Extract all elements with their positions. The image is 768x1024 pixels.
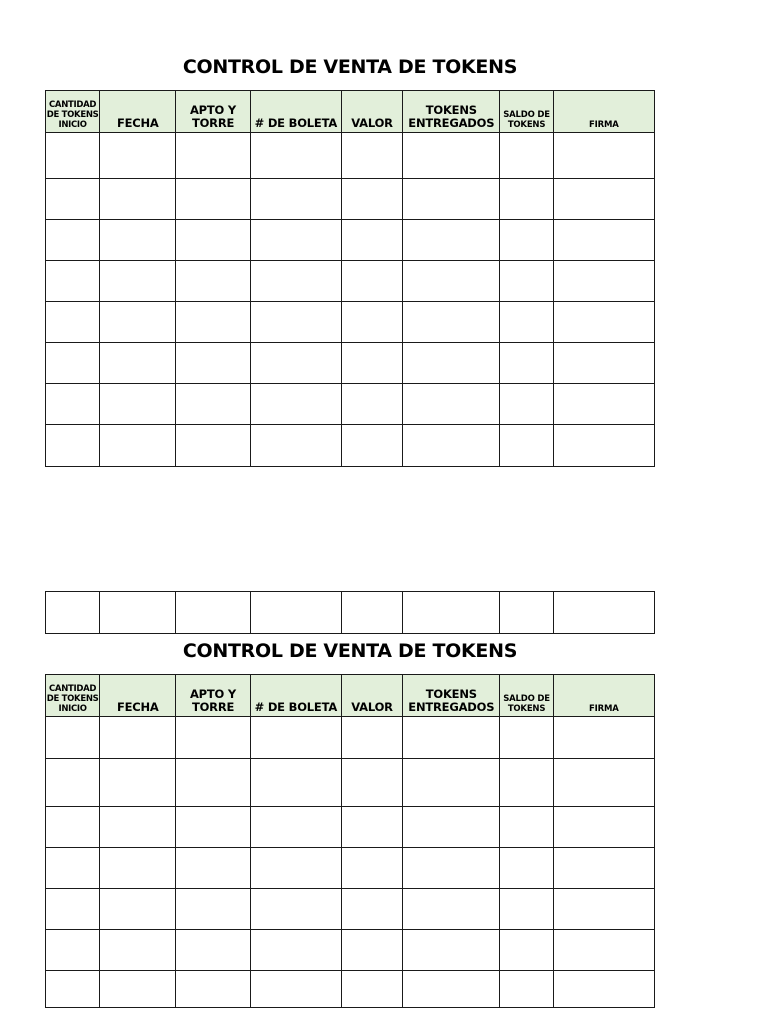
table-row: [46, 425, 655, 467]
header-apto-torre: APTO Y TORRE: [176, 675, 250, 717]
cell-cantidad-tokens-inicio[interactable]: [46, 930, 100, 971]
cell-numero-boleta[interactable]: [250, 889, 341, 930]
cell-valor[interactable]: [341, 848, 402, 889]
cell-fecha[interactable]: [100, 343, 176, 384]
cell-numero-boleta[interactable]: [250, 848, 341, 889]
header-row: [46, 91, 655, 133]
cell-numero-boleta[interactable]: [250, 302, 341, 343]
cell-numero-boleta[interactable]: [250, 930, 341, 971]
cell-saldo-tokens[interactable]: [500, 592, 553, 634]
cell-cantidad-tokens-inicio[interactable]: [46, 220, 100, 261]
cell-tokens-entregados[interactable]: [403, 425, 500, 467]
cell-firma[interactable]: [553, 807, 654, 848]
cell-firma[interactable]: [553, 717, 654, 759]
header-apto-torre: APTO Y TORRE: [176, 91, 250, 133]
cell-apto-torre[interactable]: [176, 261, 250, 302]
cell-numero-boleta[interactable]: [250, 717, 341, 759]
header-valor: VALOR: [341, 675, 402, 717]
table-row: [46, 759, 655, 807]
cell-firma[interactable]: [553, 930, 654, 971]
cell-numero-boleta[interactable]: [250, 384, 341, 425]
cell-cantidad-tokens-inicio[interactable]: [46, 889, 100, 930]
cell-saldo-tokens[interactable]: [500, 179, 553, 220]
cell-firma[interactable]: [553, 133, 654, 179]
cell-apto-torre[interactable]: [176, 717, 250, 759]
cell-numero-boleta[interactable]: [250, 133, 341, 179]
cell-fecha[interactable]: [100, 220, 176, 261]
cell-cantidad-tokens-inicio[interactable]: [46, 261, 100, 302]
cell-apto-torre[interactable]: [176, 133, 250, 179]
cell-numero-boleta[interactable]: [250, 261, 341, 302]
cell-valor[interactable]: [341, 930, 402, 971]
cell-valor[interactable]: [341, 343, 402, 384]
table-body: [46, 717, 655, 1008]
header-saldo-tokens: SALDO DE TOKENS: [500, 675, 553, 717]
table-row: [46, 971, 655, 1008]
header-cantidad-tokens-inicio: CANTIDAD DE TOKENS INICIO: [46, 91, 100, 133]
table-row: [46, 302, 655, 343]
cell-fecha[interactable]: [100, 261, 176, 302]
cell-firma[interactable]: [553, 848, 654, 889]
cell-apto-torre[interactable]: [176, 425, 250, 467]
cell-cantidad-tokens-inicio[interactable]: [46, 807, 100, 848]
table-row: [46, 592, 655, 634]
cell-firma[interactable]: [553, 343, 654, 384]
cell-tokens-entregados[interactable]: [403, 384, 500, 425]
cell-numero-boleta[interactable]: [250, 425, 341, 467]
table-row: [46, 343, 655, 384]
token-sales-table: [45, 90, 655, 467]
form-title: CONTROL DE VENTA DE TOKENS: [182, 56, 518, 78]
table-row: [46, 848, 655, 889]
cell-fecha[interactable]: [100, 717, 176, 759]
cell-tokens-entregados[interactable]: [403, 302, 500, 343]
cell-firma[interactable]: [553, 384, 654, 425]
cell-numero-boleta[interactable]: [250, 807, 341, 848]
cell-fecha[interactable]: [100, 384, 176, 425]
cell-fecha[interactable]: [100, 302, 176, 343]
cell-saldo-tokens[interactable]: [500, 971, 553, 1008]
table-row: [46, 930, 655, 971]
cell-cantidad-tokens-inicio[interactable]: [46, 133, 100, 179]
header-numero-boleta: # DE BOLETA: [250, 675, 341, 717]
cell-firma[interactable]: [553, 425, 654, 467]
header-firma: FIRMA: [553, 91, 654, 133]
header-tokens-entregados: TOKENS ENTREGADOS: [403, 91, 500, 133]
cell-firma[interactable]: [553, 179, 654, 220]
cell-cantidad-tokens-inicio[interactable]: [46, 759, 100, 807]
header-fecha: FECHA: [100, 675, 176, 717]
cell-cantidad-tokens-inicio[interactable]: [46, 848, 100, 889]
cell-fecha[interactable]: [100, 179, 176, 220]
cell-tokens-entregados[interactable]: [403, 343, 500, 384]
cell-valor[interactable]: [341, 133, 402, 179]
cell-cantidad-tokens-inicio[interactable]: [46, 302, 100, 343]
header-firma: FIRMA: [553, 675, 654, 717]
cell-valor[interactable]: [341, 759, 402, 807]
cell-fecha[interactable]: [100, 807, 176, 848]
cell-numero-boleta[interactable]: [250, 179, 341, 220]
cell-numero-boleta[interactable]: [250, 592, 341, 634]
cell-valor[interactable]: [341, 592, 402, 634]
cell-firma[interactable]: [553, 302, 654, 343]
cell-apto-torre[interactable]: [176, 384, 250, 425]
cell-cantidad-tokens-inicio[interactable]: [46, 343, 100, 384]
cell-valor[interactable]: [341, 717, 402, 759]
form-title: CONTROL DE VENTA DE TOKENS: [182, 640, 518, 662]
cell-valor[interactable]: [341, 971, 402, 1008]
table-body: [46, 592, 655, 634]
header-cantidad-tokens-inicio: CANTIDAD DE TOKENS INICIO: [46, 675, 100, 717]
cell-firma[interactable]: [553, 220, 654, 261]
cell-cantidad-tokens-inicio[interactable]: [46, 971, 100, 1008]
cell-cantidad-tokens-inicio[interactable]: [46, 717, 100, 759]
table-body: [46, 133, 655, 467]
cell-saldo-tokens[interactable]: [500, 848, 553, 889]
cell-firma[interactable]: [553, 889, 654, 930]
cell-apto-torre[interactable]: [176, 302, 250, 343]
cell-fecha[interactable]: [100, 133, 176, 179]
cell-apto-torre[interactable]: [176, 343, 250, 384]
cell-valor[interactable]: [341, 261, 402, 302]
cell-tokens-entregados[interactable]: [403, 220, 500, 261]
header-row: [46, 675, 655, 717]
cell-tokens-entregados[interactable]: [403, 848, 500, 889]
table-row: [46, 261, 655, 302]
cell-valor[interactable]: [341, 807, 402, 848]
table-row: [46, 220, 655, 261]
cell-cantidad-tokens-inicio[interactable]: [46, 384, 100, 425]
cell-saldo-tokens[interactable]: [500, 133, 553, 179]
cell-fecha[interactable]: [100, 425, 176, 467]
cell-cantidad-tokens-inicio[interactable]: [46, 592, 100, 634]
table-row: [46, 133, 655, 179]
cell-saldo-tokens[interactable]: [500, 302, 553, 343]
cell-cantidad-tokens-inicio[interactable]: [46, 425, 100, 467]
cell-fecha[interactable]: [100, 889, 176, 930]
cell-apto-torre[interactable]: [176, 592, 250, 634]
cell-saldo-tokens[interactable]: [500, 717, 553, 759]
cell-valor[interactable]: [341, 220, 402, 261]
cell-saldo-tokens[interactable]: [500, 220, 553, 261]
cell-apto-torre[interactable]: [176, 889, 250, 930]
cell-numero-boleta[interactable]: [250, 759, 341, 807]
cell-saldo-tokens[interactable]: [500, 384, 553, 425]
cell-numero-boleta[interactable]: [250, 971, 341, 1008]
cell-saldo-tokens[interactable]: [500, 425, 553, 467]
cell-tokens-entregados[interactable]: [403, 179, 500, 220]
cell-saldo-tokens[interactable]: [500, 889, 553, 930]
cell-valor[interactable]: [341, 889, 402, 930]
cell-firma[interactable]: [553, 759, 654, 807]
cell-valor[interactable]: [341, 302, 402, 343]
table-row: [46, 889, 655, 930]
header-tokens-entregados: TOKENS ENTREGADOS: [403, 675, 500, 717]
cell-tokens-entregados[interactable]: [403, 930, 500, 971]
table-row: [46, 807, 655, 848]
header-valor: VALOR: [341, 91, 402, 133]
token-sales-table: [45, 674, 655, 1008]
blank-row-table: [45, 591, 655, 634]
cell-tokens-entregados[interactable]: [403, 261, 500, 302]
header-saldo-tokens: SALDO DE TOKENS: [500, 91, 553, 133]
cell-tokens-entregados[interactable]: [403, 971, 500, 1008]
table-row: [46, 179, 655, 220]
table-row: [46, 717, 655, 759]
cell-tokens-entregados[interactable]: [403, 592, 500, 634]
cell-cantidad-tokens-inicio[interactable]: [46, 179, 100, 220]
table-row: [46, 384, 655, 425]
cell-apto-torre[interactable]: [176, 930, 250, 971]
cell-numero-boleta[interactable]: [250, 220, 341, 261]
cell-apto-torre[interactable]: [176, 807, 250, 848]
cell-apto-torre[interactable]: [176, 971, 250, 1008]
cell-tokens-entregados[interactable]: [403, 889, 500, 930]
cell-apto-torre[interactable]: [176, 220, 250, 261]
cell-saldo-tokens[interactable]: [500, 343, 553, 384]
cell-fecha[interactable]: [100, 592, 176, 634]
cell-numero-boleta[interactable]: [250, 343, 341, 384]
cell-valor[interactable]: [341, 425, 402, 467]
cell-firma[interactable]: [553, 971, 654, 1008]
header-numero-boleta: # DE BOLETA: [250, 91, 341, 133]
cell-apto-torre[interactable]: [176, 848, 250, 889]
cell-tokens-entregados[interactable]: [403, 807, 500, 848]
cell-fecha[interactable]: [100, 971, 176, 1008]
cell-firma[interactable]: [553, 261, 654, 302]
cell-fecha[interactable]: [100, 930, 176, 971]
cell-valor[interactable]: [341, 384, 402, 425]
cell-saldo-tokens[interactable]: [500, 759, 553, 807]
header-fecha: FECHA: [100, 91, 176, 133]
cell-saldo-tokens[interactable]: [500, 807, 553, 848]
cell-fecha[interactable]: [100, 848, 176, 889]
cell-apto-torre[interactable]: [176, 759, 250, 807]
cell-valor[interactable]: [341, 179, 402, 220]
cell-saldo-tokens[interactable]: [500, 930, 553, 971]
cell-firma[interactable]: [553, 592, 654, 634]
cell-saldo-tokens[interactable]: [500, 261, 553, 302]
cell-tokens-entregados[interactable]: [403, 717, 500, 759]
cell-tokens-entregados[interactable]: [403, 133, 500, 179]
cell-apto-torre[interactable]: [176, 179, 250, 220]
cell-fecha[interactable]: [100, 759, 176, 807]
cell-tokens-entregados[interactable]: [403, 759, 500, 807]
